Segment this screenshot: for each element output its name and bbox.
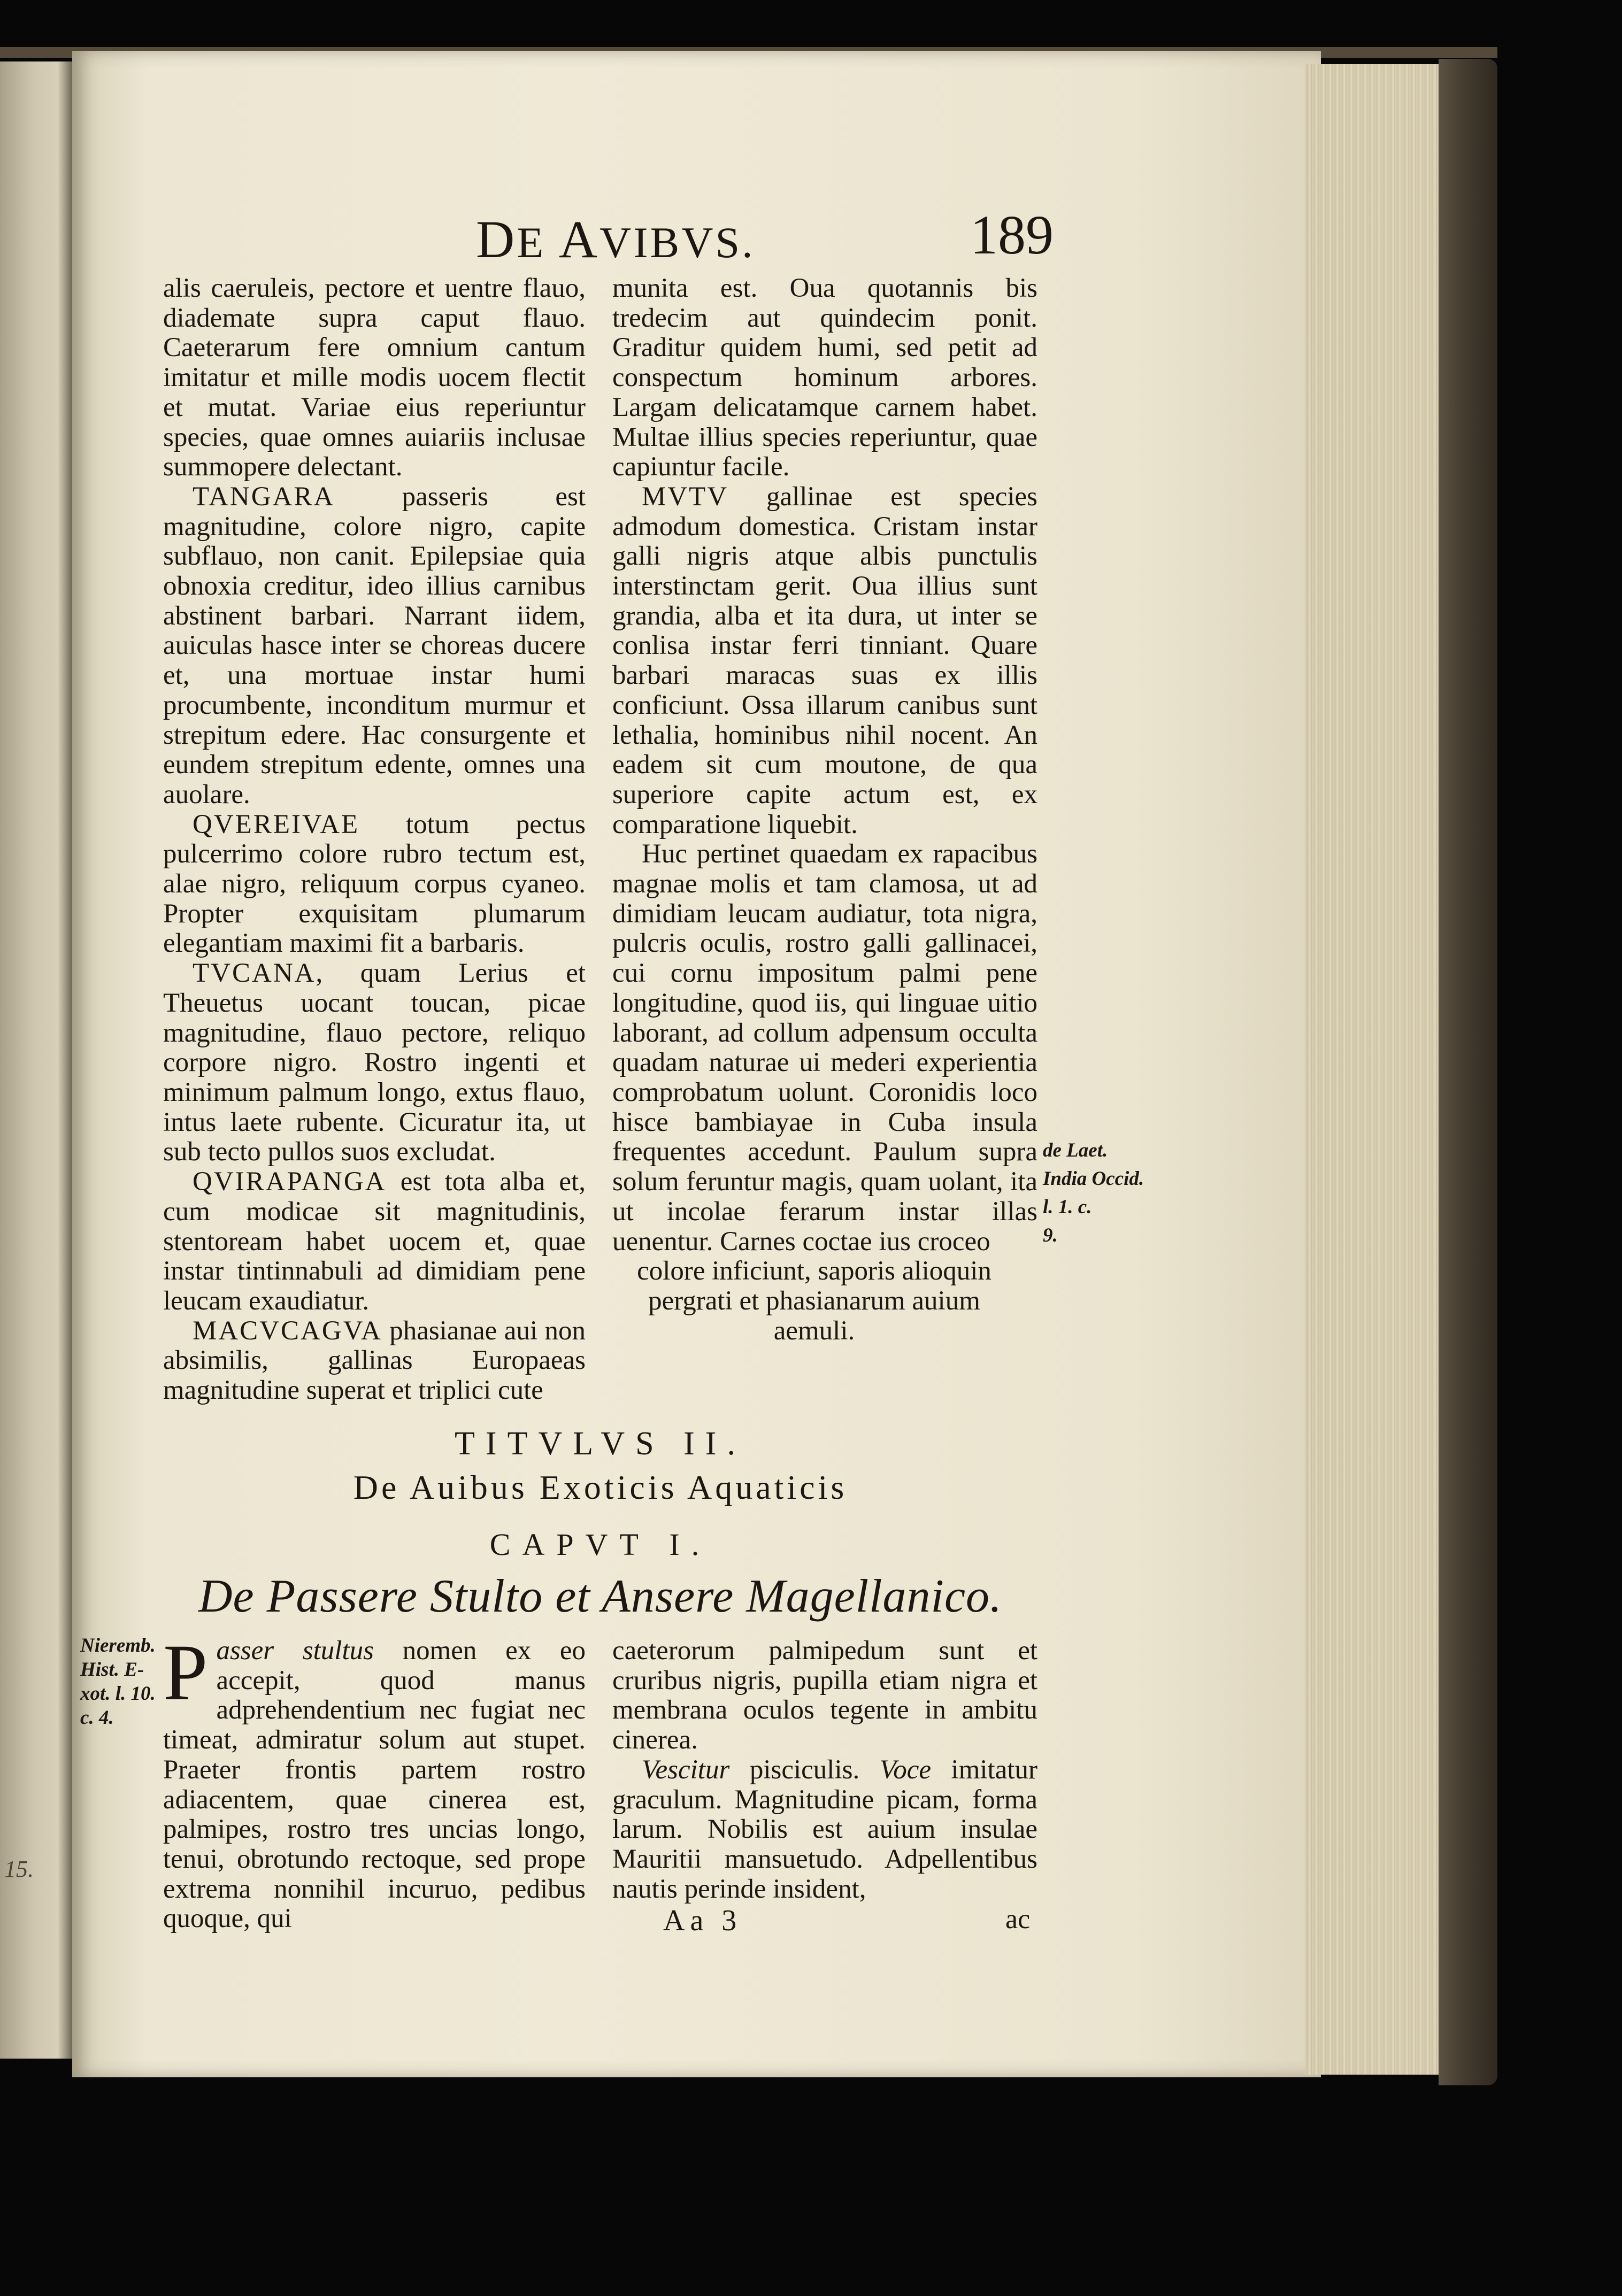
right-column bbox=[612, 274, 1037, 1346]
facing-page-edge bbox=[0, 61, 72, 2059]
margin-note-left: Nieremb. Hist. E- xot. l. 10. c. 4. bbox=[80, 1635, 156, 1729]
drop-capital: P bbox=[163, 1628, 208, 1717]
catchword: ac bbox=[1005, 1904, 1031, 1935]
section-heading: De Auibus Exoticis Aquaticis bbox=[353, 1468, 848, 1506]
paragraph: Huc pertinet quaedam ex rapacibus magnae molis et tam clamosa, ut ad dimidiam leucam audiatur, tota nigra, pulcris oculis, rostro galli gallinacei, cui cornu impositum palmi pene longitudine, quod iis, qui linguae uitio laborant, ad collum adpensum occulta quadam naturae ui mederi experientia comprobatum uolunt. Coronidis loco hisce bambiayae in Cuba insula frequentes accedunt. Paulum supra solum feruntur magis, quam uolant, ita ut incolae ferarum instar illas uenentur. Carnes coctae ius croceo bbox=[612, 839, 1037, 1257]
paragraph: caeterorum palmipedum sunt et cruribus nigris, pupilla etiam nigra et membrana oculos tegente in ambitu cinerea. bbox=[612, 1636, 1037, 1755]
running-header bbox=[476, 204, 1054, 269]
book-cover bbox=[1439, 59, 1497, 2085]
page-block-edges bbox=[1305, 64, 1444, 2075]
running-title: DE AVIBVS. bbox=[476, 210, 755, 269]
caput-heading: CAPVT I. bbox=[489, 1527, 711, 1562]
page-number: 189 bbox=[970, 204, 1054, 266]
lower-left-column bbox=[163, 1628, 586, 1934]
margin-note-right: de Laet. India Occid. l. 1. c. 9. bbox=[1043, 1139, 1144, 1246]
left-column bbox=[163, 274, 586, 1406]
chapter-title: De Passere Stulto et Ansere Magellanico. bbox=[198, 1570, 1003, 1622]
paragraph: TANGARA passeris est magnitudine, colore nigro, capite subflauo, non canit. Epilepsiae quia obnoxia creditur, ideo illius carnibus abstinent barbari. Narrant iidem, auiculas hasce inter se choreas ducere et, una mortuae instar humi procumbente, inconditum murmur et strepitum edere. Hac consurgente et eundem strepitum edente, omnes una auolare. bbox=[163, 481, 586, 810]
titulus-heading: TITVLVS II. bbox=[455, 1426, 746, 1462]
paragraph: QVIRAPANGA est tota alba et, cum modicae sit magnitudinis, stentoream habet uocem et, quae instar tintinnabuli ad dimidiam pene leucam exaudiatur. bbox=[163, 1167, 586, 1316]
paragraph: QVEREIVAE totum pectus pulcerrimo colore rubro tectum est, alae nigro, reliquum corpus cyaneo. Propter exquisitam plumarum elegantiam maximi fit a barbaris. bbox=[163, 809, 586, 959]
paragraph-tail: colore inficiunt, saporis alioquin pergrati et phasianarum auium aemuli. bbox=[637, 1256, 991, 1346]
lower-right-column bbox=[612, 1636, 1037, 1904]
paragraph: Vescitur pisciculis. Voce imitatur graculum. Magnitudine picam, forma larum. Nobilis est auium insulae Mauritii mansuetudo. Adpellentibus nautis perinde insident, bbox=[612, 1754, 1037, 1904]
paragraph: TVCANA, quam Lerius et Theuetus uocant toucan, picae magnitudine, flauo pectore, reliquo corpore nigro. Rostro ingenti et minimum palmum longo, extus flauo, intus laete rubente. Cicuratur ita, ut sub tecto pullos suos excludat. bbox=[163, 958, 586, 1167]
paragraph: alis caeruleis, pectore et uentre flauo, diademate supra caput flauo. Caeterarum fere omnium cantum imitatur et mille modis uocem flectit et mutat. Variae eius reperiuntur species, quae omnes auiariis inclusae summopere delectant. bbox=[163, 273, 586, 482]
paragraph: Passer stultus nomen ex eo accepit, quod manus adprehendentium nec fugiat nec timeat, admiratur solum aut stupet. Praeter frontis partem rostro adiacentem, quae cinerea est, palmipes, rostro tres uncias longo, tenui, obrotundo rectoque, sed prope extrema nonnihil incuruo, pedibus quoque, qui bbox=[163, 1628, 586, 1934]
paragraph: MACVCAGVA phasianae aui non absimilis, gallinas Europaeas magnitudine superat et triplici cute bbox=[163, 1315, 586, 1406]
signature-mark: Aa 3 bbox=[663, 1904, 742, 1937]
facing-page-margin-note: 15. bbox=[4, 1856, 34, 1882]
paragraph: MVTV gallinae est species admodum domestica. Cristam instar galli nigris atque albis punctulis interstinctam gerit. Oua illius sunt grandia, alba et ita dura, ut inter se conlisa instar ferri tinniant. Quare barbari maracas suas ex illis conficiunt. Ossa illarum canibus sunt lethalia, hominibus nihil nocent. An eadem sit cum moutone, de qua superiore capite actum est, ex comparatione liquebit. bbox=[612, 481, 1037, 839]
paragraph: munita est. Oua quotannis bis tredecim aut quindecim ponit. Graditur quidem humi, sed petit ad conspectum hominum arbores. Largam delicatamque carnem habet. Multae illius species reperiuntur, quae capiuntur facile. bbox=[612, 273, 1037, 482]
